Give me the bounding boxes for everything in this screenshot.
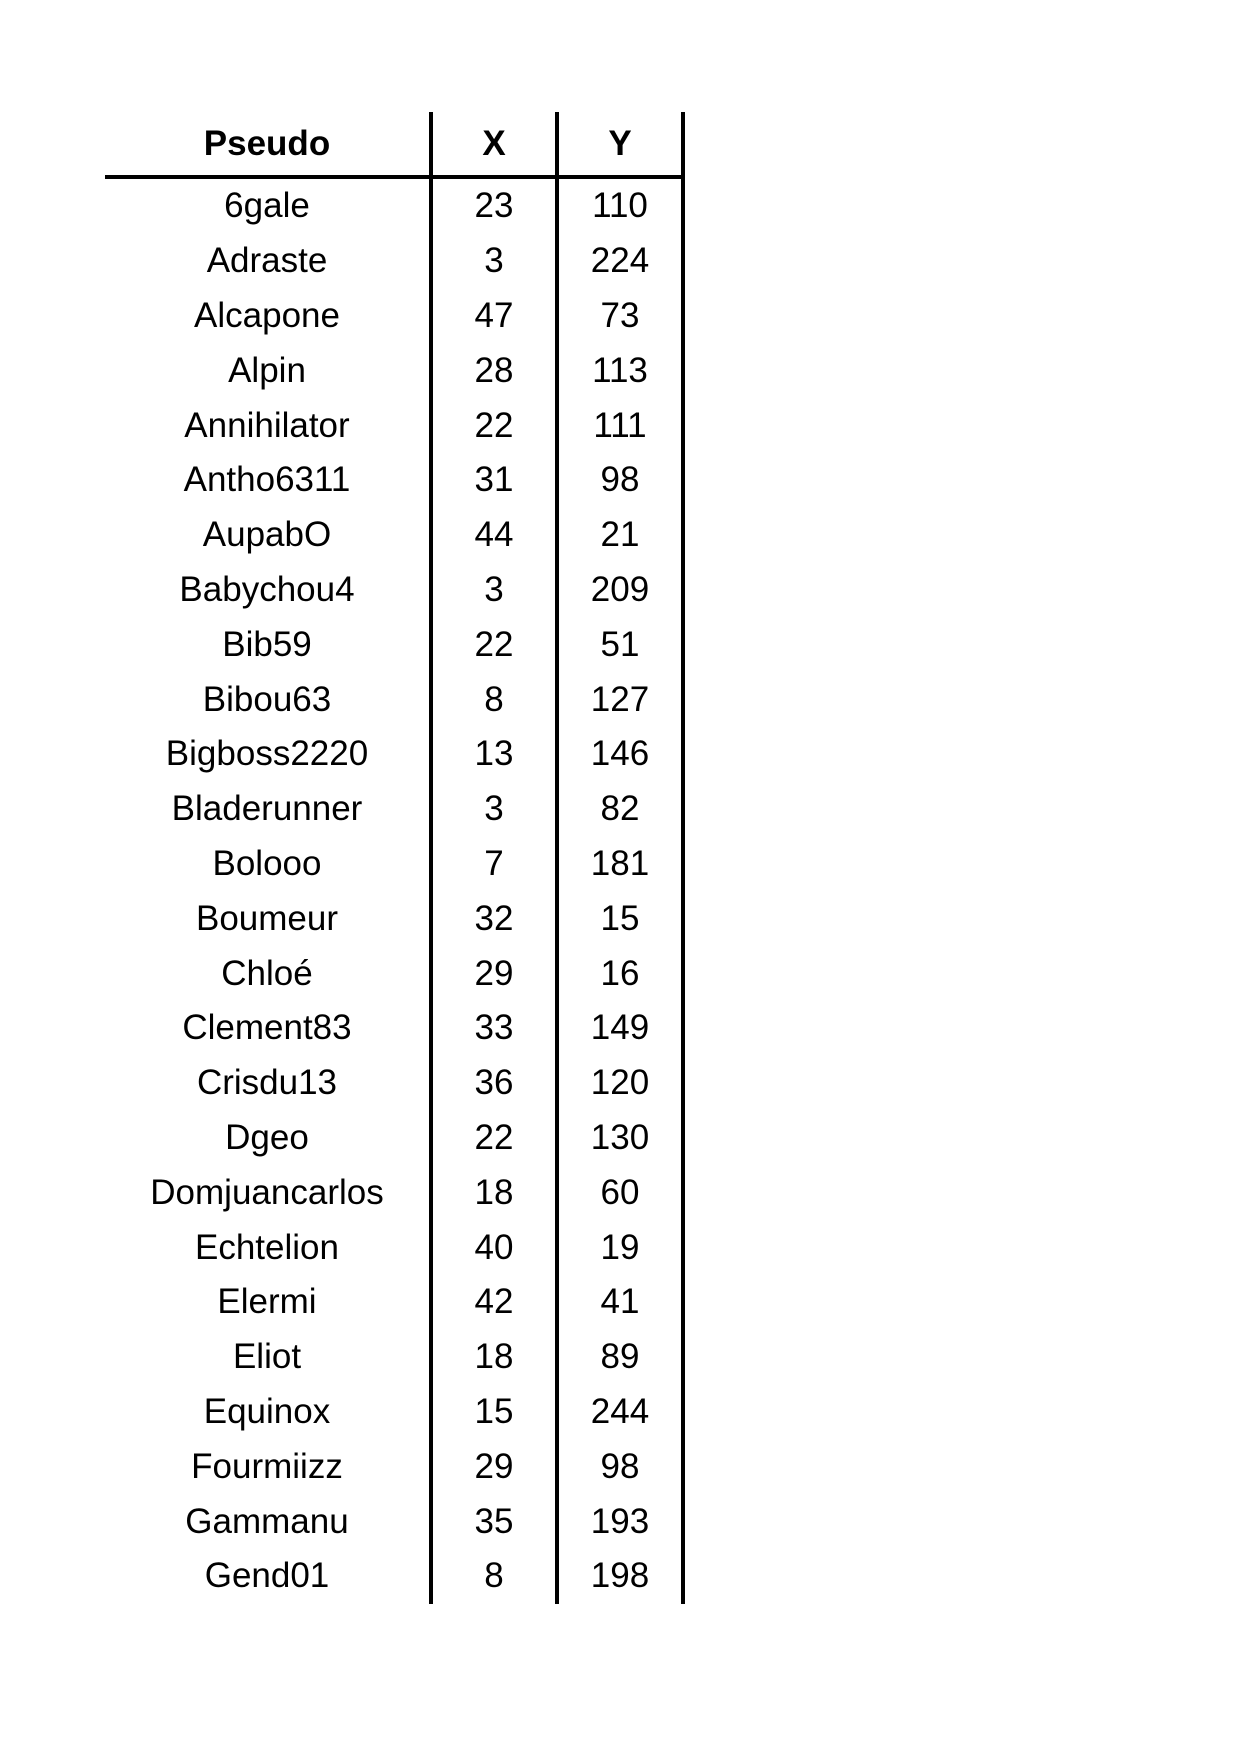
cell-x: 32 [431, 891, 557, 946]
table-row [105, 1001, 683, 1056]
cell-y: 19 [557, 1220, 683, 1275]
cell-y: 224 [557, 234, 683, 289]
table-row [105, 837, 683, 892]
cell-pseudo: Annihilator [184, 405, 350, 445]
table-row [105, 398, 683, 453]
cell-y: 82 [557, 782, 683, 837]
cell-x: 42 [431, 1275, 557, 1330]
cell-pseudo: Domjuancarlos [150, 1172, 384, 1212]
cell-pseudo: Eliot [232, 1337, 302, 1377]
cell-pseudo: Bigboss2220 [165, 734, 369, 774]
cell-y: 110 [557, 177, 683, 234]
cell-y: 21 [557, 508, 683, 563]
cell-x: 44 [431, 508, 557, 563]
cell-x: 33 [431, 1001, 557, 1056]
cell-pseudo: Adraste [206, 241, 328, 281]
cell-x: 7 [431, 837, 557, 892]
table-row [105, 891, 683, 946]
table-row [105, 1549, 683, 1604]
cell-pseudo: Echtelion [195, 1227, 339, 1267]
cell-x: 3 [431, 782, 557, 837]
cell-x: 31 [431, 453, 557, 508]
cell-x: 22 [431, 1111, 557, 1166]
table-body [105, 177, 683, 1604]
cell-x: 8 [431, 1549, 557, 1604]
cell-y: 209 [557, 563, 683, 618]
table-row [105, 177, 683, 234]
cell-x: 47 [431, 289, 557, 344]
cell-y: 193 [557, 1494, 683, 1549]
cell-pseudo: Boumeur [195, 898, 339, 938]
cell-pseudo: Gammanu [185, 1501, 349, 1541]
table-row [105, 1111, 683, 1166]
data-table [105, 112, 685, 1604]
table-row [105, 1165, 683, 1220]
header-row [105, 112, 683, 177]
cell-y: 60 [557, 1165, 683, 1220]
cell-y: 15 [557, 891, 683, 946]
cell-y: 130 [557, 1111, 683, 1166]
table-row [105, 1494, 683, 1549]
cell-x: 36 [431, 1056, 557, 1111]
cell-pseudo: Equinox [203, 1391, 331, 1431]
cell-pseudo: Bibou63 [202, 679, 332, 719]
cell-y: 73 [557, 289, 683, 344]
cell-pseudo: Antho6311 [183, 460, 351, 500]
table-row [105, 727, 683, 782]
cell-pseudo: Bib59 [222, 624, 312, 664]
cell-pseudo: AupabO [202, 515, 332, 555]
table-row [105, 1330, 683, 1385]
table-row [105, 1056, 683, 1111]
cell-y: 16 [557, 946, 683, 1001]
table-row [105, 453, 683, 508]
table-row [105, 782, 683, 837]
table-row [105, 1275, 683, 1330]
cell-pseudo: Babychou4 [179, 569, 355, 609]
cell-y: 41 [557, 1275, 683, 1330]
cell-x: 18 [431, 1165, 557, 1220]
cell-y: 51 [557, 617, 683, 672]
cell-y: 127 [557, 672, 683, 727]
table-row [105, 289, 683, 344]
cell-x: 22 [431, 398, 557, 453]
table-row [105, 508, 683, 563]
cell-x: 18 [431, 1330, 557, 1385]
cell-pseudo: Fourmiizz [191, 1446, 343, 1486]
cell-x: 15 [431, 1385, 557, 1440]
table-row [105, 563, 683, 618]
table-row [105, 672, 683, 727]
table-row [105, 946, 683, 1001]
cell-x: 8 [431, 672, 557, 727]
cell-y: 98 [557, 1439, 683, 1494]
cell-y: 111 [557, 398, 683, 453]
cell-pseudo: Bolooo [212, 843, 322, 883]
table-row [105, 617, 683, 672]
cell-y: 198 [557, 1549, 683, 1604]
cell-y: 120 [557, 1056, 683, 1111]
cell-x: 29 [431, 946, 557, 1001]
cell-x: 3 [431, 563, 557, 618]
cell-y: 98 [557, 453, 683, 508]
cell-y: 146 [557, 727, 683, 782]
cell-x: 3 [431, 234, 557, 289]
cell-x: 28 [431, 343, 557, 398]
cell-x: 23 [431, 177, 557, 234]
cell-pseudo: Clement83 [182, 1008, 352, 1048]
cell-y: 181 [557, 837, 683, 892]
cell-pseudo: Gend01 [204, 1556, 330, 1596]
cell-pseudo: Alpin [228, 350, 306, 390]
cell-x: 13 [431, 727, 557, 782]
cell-x: 40 [431, 1220, 557, 1275]
header-x: X [431, 112, 557, 177]
cell-pseudo: Chloé [221, 953, 313, 993]
cell-pseudo: Elermi [217, 1282, 317, 1322]
header-pseudo: Pseudo [105, 112, 431, 177]
cell-pseudo: 6gale [224, 186, 310, 226]
table-row [105, 1439, 683, 1494]
table-row [105, 234, 683, 289]
table-row [105, 1220, 683, 1275]
cell-y: 113 [557, 343, 683, 398]
header-y: Y [557, 112, 683, 177]
table-header [105, 112, 683, 177]
cell-y: 244 [557, 1385, 683, 1440]
cell-pseudo: Crisdu13 [196, 1063, 338, 1103]
table-row [105, 343, 683, 398]
cell-y: 89 [557, 1330, 683, 1385]
cell-x: 29 [431, 1439, 557, 1494]
table-row [105, 1385, 683, 1440]
cell-pseudo: Alcapone [194, 295, 340, 335]
cell-pseudo: Bladerunner [171, 789, 363, 829]
cell-pseudo: Dgeo [225, 1117, 309, 1157]
cell-y: 149 [557, 1001, 683, 1056]
cell-x: 22 [431, 617, 557, 672]
cell-x: 35 [431, 1494, 557, 1549]
